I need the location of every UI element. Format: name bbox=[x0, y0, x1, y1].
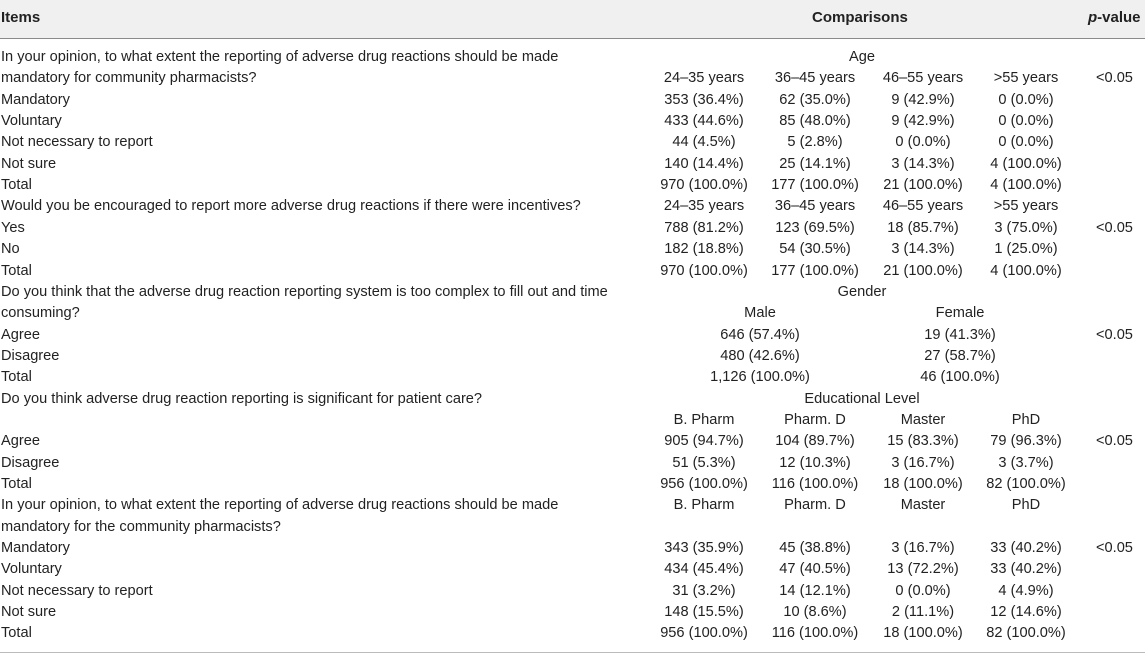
table-cell: 3 (75.0%) bbox=[994, 219, 1058, 236]
table-cell: 0 (0.0%) bbox=[998, 91, 1054, 108]
table-cell: PhD bbox=[1011, 411, 1041, 428]
item-text: Disagree bbox=[1, 347, 60, 364]
table-cell: 5 (2.8%) bbox=[787, 134, 843, 151]
table-cell: 33 (40.2%) bbox=[990, 561, 1062, 578]
table-bottom-rule bbox=[0, 652, 1145, 653]
table-cell: 18 (100.0%) bbox=[883, 476, 963, 492]
table-cell: 45 (38.8%) bbox=[779, 540, 851, 557]
table-row bbox=[0, 325, 1145, 346]
item-text: Mandatory bbox=[1, 540, 70, 557]
table-cell: 82 (100.0%) bbox=[986, 476, 1066, 492]
table-cell: 21 (100.0%) bbox=[883, 262, 963, 279]
table-row bbox=[0, 346, 1145, 367]
item-text: Total bbox=[1, 625, 32, 642]
table-cell: 9 (42.9%) bbox=[891, 91, 955, 108]
table-cell: 4 (100.0%) bbox=[990, 262, 1062, 279]
table-row bbox=[0, 410, 1145, 431]
table-row bbox=[0, 538, 1145, 559]
table-cell: 434 (45.4%) bbox=[664, 561, 744, 578]
table-row bbox=[0, 623, 1145, 644]
table-row bbox=[0, 196, 1145, 217]
table-cell: >55 years bbox=[993, 70, 1059, 87]
item-text: Disagree bbox=[1, 454, 60, 471]
table-row bbox=[0, 367, 1145, 388]
table-cell: 970 (100.0%) bbox=[660, 262, 748, 279]
table-row bbox=[0, 581, 1145, 602]
table-row bbox=[0, 154, 1145, 175]
table-row bbox=[0, 90, 1145, 111]
table-cell: 13 (72.2%) bbox=[887, 561, 959, 578]
table-cell: 33 (40.2%) bbox=[990, 540, 1062, 557]
table-cell: 433 (44.6%) bbox=[664, 113, 744, 130]
table-row bbox=[0, 261, 1145, 282]
table-cell: 82 (100.0%) bbox=[986, 625, 1066, 642]
table-header bbox=[0, 0, 1145, 39]
table-cell: 0 (0.0%) bbox=[998, 113, 1054, 130]
table-row bbox=[0, 517, 1145, 538]
table-cell: 182 (18.8%) bbox=[664, 241, 744, 258]
item-text: Voluntary bbox=[1, 113, 62, 130]
item-text: Voluntary bbox=[1, 561, 62, 578]
table-row bbox=[0, 282, 1145, 303]
table-cell: 123 (69.5%) bbox=[775, 219, 855, 236]
p-value-cell: <0.05 bbox=[1096, 540, 1133, 557]
table-cell: 177 (100.0%) bbox=[771, 177, 859, 194]
item-text: Agree bbox=[1, 326, 40, 343]
table-row bbox=[0, 111, 1145, 132]
table-row bbox=[0, 559, 1145, 580]
table-row bbox=[0, 474, 1145, 495]
item-text: Total bbox=[1, 262, 32, 279]
table-row bbox=[0, 132, 1145, 153]
table-cell: 12 (10.3%) bbox=[779, 454, 851, 471]
item-text: mandatory for community pharmacists? bbox=[1, 70, 257, 87]
item-text: Not necessary to report bbox=[1, 582, 153, 599]
table-cell: 1,126 (100.0%) bbox=[710, 369, 810, 386]
p-value-suffix: -value bbox=[1097, 9, 1141, 26]
table-cell: 27 (58.7%) bbox=[924, 347, 996, 364]
table-row bbox=[0, 495, 1145, 516]
table-cell: 46–55 years bbox=[882, 198, 964, 215]
item-text: Not sure bbox=[1, 155, 57, 172]
table-cell: 47 (40.5%) bbox=[779, 561, 851, 578]
table-cell: 46 (100.0%) bbox=[920, 369, 1000, 386]
table-row bbox=[0, 47, 1145, 68]
table-row bbox=[0, 68, 1145, 89]
table-cell: 46–55 years bbox=[882, 70, 964, 87]
table-cell: Female bbox=[935, 305, 985, 322]
table-cell: 116 (100.0%) bbox=[771, 476, 859, 492]
p-value-cell: <0.05 bbox=[1096, 70, 1133, 87]
item-text: Total bbox=[1, 476, 32, 492]
group-label: Age bbox=[849, 49, 875, 65]
table-cell: 62 (35.0%) bbox=[779, 91, 851, 108]
table-cell: 1 (25.0%) bbox=[994, 241, 1058, 258]
table-cell: 148 (15.5%) bbox=[664, 604, 744, 621]
table-cell: 956 (100.0%) bbox=[660, 625, 748, 642]
table-cell: Pharm. D bbox=[784, 497, 846, 514]
table-cell: 36–45 years bbox=[774, 198, 856, 215]
table-cell: 0 (0.0%) bbox=[998, 134, 1054, 151]
item-text: Total bbox=[1, 369, 32, 386]
item-text: In your opinion, to what extent the reporting of adverse drug reactions should be made bbox=[1, 49, 559, 65]
table-row bbox=[0, 239, 1145, 260]
table-row bbox=[0, 602, 1145, 623]
table-cell: 970 (100.0%) bbox=[660, 177, 748, 194]
table-row bbox=[0, 389, 1145, 410]
table-cell: 788 (81.2%) bbox=[664, 219, 744, 236]
table-row bbox=[0, 453, 1145, 474]
table-row bbox=[0, 218, 1145, 239]
group-label: Educational Level bbox=[804, 390, 920, 407]
item-text: consuming? bbox=[1, 305, 80, 322]
table-cell: 31 (3.2%) bbox=[672, 582, 736, 599]
table-cell: 18 (85.7%) bbox=[887, 219, 959, 236]
table-cell: 24–35 years bbox=[663, 70, 745, 87]
item-text: Not sure bbox=[1, 604, 57, 621]
table-cell: Master bbox=[900, 411, 946, 428]
table-cell: 353 (36.4%) bbox=[664, 91, 744, 108]
table-cell: 3 (3.7%) bbox=[998, 454, 1054, 471]
group-label: Gender bbox=[837, 283, 887, 300]
table-cell: 140 (14.4%) bbox=[664, 155, 744, 172]
table-row bbox=[0, 175, 1145, 196]
item-text: In your opinion, to what extent the reporting of adverse drug reactions should be made bbox=[1, 497, 559, 514]
table-cell: 12 (14.6%) bbox=[990, 604, 1062, 621]
p-value-column-header bbox=[1088, 9, 1141, 26]
table-cell: 480 (42.6%) bbox=[720, 347, 800, 364]
table-cell: Male bbox=[744, 305, 776, 322]
item-text: No bbox=[1, 241, 20, 258]
table-cell: 3 (16.7%) bbox=[891, 540, 955, 557]
table-cell: 3 (14.3%) bbox=[891, 241, 955, 258]
item-text: Not necessary to report bbox=[1, 134, 153, 151]
table-cell: 3 (14.3%) bbox=[891, 155, 955, 172]
item-text: Do you think adverse drug reaction reporting is significant for patient care? bbox=[1, 390, 483, 407]
table-cell: 116 (100.0%) bbox=[771, 625, 859, 642]
table-cell: 51 (5.3%) bbox=[672, 454, 736, 471]
table-cell: 10 (8.6%) bbox=[783, 604, 847, 621]
table-cell: 3 (16.7%) bbox=[891, 454, 955, 471]
item-text: Mandatory bbox=[1, 91, 70, 108]
item-text: Do you think that the adverse drug reaction reporting system is too complex to fill out and time bbox=[1, 283, 608, 300]
table-row bbox=[0, 431, 1145, 452]
table-cell: 343 (35.9%) bbox=[664, 540, 744, 557]
table-cell: 85 (48.0%) bbox=[779, 113, 851, 130]
p-value-cell: <0.05 bbox=[1096, 326, 1133, 343]
table-cell: B. Pharm bbox=[673, 497, 735, 514]
item-text: Yes bbox=[1, 219, 25, 236]
p-value-cell: <0.05 bbox=[1096, 433, 1133, 450]
p-value-cell: <0.05 bbox=[1096, 219, 1133, 236]
table-cell: 0 (0.0%) bbox=[895, 134, 951, 151]
item-text: mandatory for the community pharmacists? bbox=[1, 518, 281, 535]
table-cell: 646 (57.4%) bbox=[720, 326, 800, 343]
table-cell: Master bbox=[900, 497, 946, 514]
table-cell: 905 (94.7%) bbox=[664, 433, 744, 450]
table-cell: 18 (100.0%) bbox=[883, 625, 963, 642]
comparisons-column-header: Comparisons bbox=[812, 9, 908, 26]
items-column-header: Items bbox=[1, 9, 41, 26]
table-row bbox=[0, 303, 1145, 324]
table-cell: Pharm. D bbox=[784, 411, 846, 428]
table-cell: B. Pharm bbox=[673, 411, 735, 428]
table-cell: 177 (100.0%) bbox=[771, 262, 859, 279]
table-cell: 24–35 years bbox=[663, 198, 745, 215]
table-cell: 4 (4.9%) bbox=[998, 582, 1054, 599]
table-cell: 14 (12.1%) bbox=[779, 582, 851, 599]
table-cell: 0 (0.0%) bbox=[895, 582, 951, 599]
p-italic: p bbox=[1088, 9, 1098, 26]
table-cell: 44 (4.5%) bbox=[672, 134, 736, 151]
table-cell: 15 (83.3%) bbox=[887, 433, 959, 450]
item-text: Total bbox=[1, 177, 32, 194]
item-text: Would you be encouraged to report more adverse drug reactions if there were incentives? bbox=[1, 198, 581, 215]
table-cell: 2 (11.1%) bbox=[891, 604, 955, 621]
table-cell: 36–45 years bbox=[774, 70, 856, 87]
table-cell: 19 (41.3%) bbox=[924, 326, 996, 343]
table-cell: 4 (100.0%) bbox=[990, 155, 1062, 172]
table-cell: 25 (14.1%) bbox=[779, 155, 851, 172]
item-text: Agree bbox=[1, 433, 40, 450]
table-cell: 9 (42.9%) bbox=[891, 113, 955, 130]
table-cell: 21 (100.0%) bbox=[883, 177, 963, 194]
table-cell: >55 years bbox=[993, 198, 1059, 215]
table-cell: 956 (100.0%) bbox=[660, 476, 748, 492]
table-cell: 104 (89.7%) bbox=[775, 433, 855, 450]
table-cell: 79 (96.3%) bbox=[990, 433, 1062, 450]
table-cell: 4 (100.0%) bbox=[990, 177, 1062, 194]
table-cell: PhD bbox=[1011, 497, 1041, 514]
table-cell: 54 (30.5%) bbox=[779, 241, 851, 258]
